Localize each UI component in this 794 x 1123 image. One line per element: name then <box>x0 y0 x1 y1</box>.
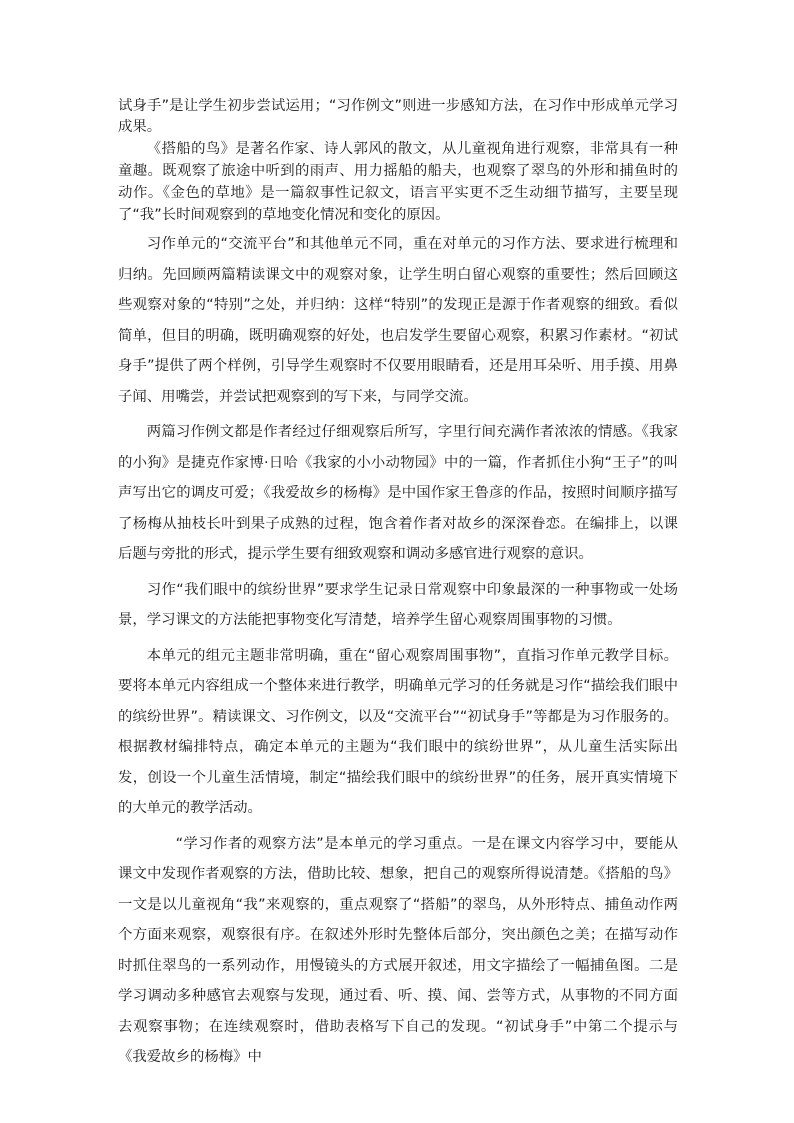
paragraph-6: 本单元的组元主题非常明确，重在“留心观察周围事物”，直指习作单元教学目标。要将本单元内容组成一个整体来进行教学，明确单元学习的任务就是习作“描绘我们眼中的缤纷世界”。精读课文、习作例文，以及“交流平台”“初试身手”等都是为习作服务的。根据教材编排特点，确定本单元的主题为“我们眼中的缤纷世界”，从儿童生活实际出发，创设一个儿童生活情境，制定“描绘我们眼中的缤纷世界”的任务，展开真实情境下的大单元的教学活动。 <box>118 647 678 816</box>
paragraph-5: 习作“我们眼中的缤纷世界”要求学生记录日常观察中印象最深的一种事物或一处场景，学习课文的方法能把事物变化写清楚，培养学生留心观察周围事物的习惯。 <box>118 581 678 628</box>
paragraph-7: “学习作者的观察方法”是本单元的学习重点。一是在课文内容学习中，要能从课文中发现作者观察的方法，借助比较、想象，把自己的观察所得说清楚。《搭船的鸟》一文是以儿童视角“我”来观察的，重点观察了“搭船”的翠鸟，从外形特点、捕鱼动作两个方面来观察，观察很有序。在叙述外形时先整体后部分，突出颜色之美；在描写动作时抓住翠鸟的一系列动作，用慢镜头的方式展开叙述，用文字描绘了一幅捕鱼图。二是学习调动多种感官去观察与发现，通过看、听、摸、闻、尝等方式，从事物的不同方面去观察事物；在连续观察时，借助表格写下自己的发现。“初试身手”中第二个提示与《我爱故乡的杨梅》中 <box>118 835 678 1065</box>
paragraph-3: 习作单元的“交流平台”和其他单元不同，重在对单元的习作方法、要求进行梳理和归纳。先回顾两篇精读课文中的观察对象，让学生明白留心观察的重要性；然后回顾这些观察对象的“特别”之处，并归纳：这样“特别”的发现正是源于作者观察的细致。看似简单，但目的明确，既明确观察的好处，也启发学生要留心观察，积累习作素材。“初试身手”提供了两个样例，引导学生观察时不仅要用眼睛看，还是用耳朵听、用手摸、用鼻子闻、用嘴尝，并尝试把观察到的写下来，与同学交流。 <box>118 236 678 405</box>
document-body <box>118 96 678 1073</box>
paragraph-2: 《搭船的鸟》是著名作家、诗人郭风的散文，从儿童视角进行观察，非常具有一种童趣。既观察了旅途中听到的雨声、用力摇船的船夫，也观察了翠鸟的外形和捕鱼时的动作。《金色的草地》是一篇叙事性记叙文，语言平实更不乏生动细节描写，主要呈现了“我”长时间观察到的草地变化情况和变化的原因。 <box>118 141 678 223</box>
paragraph-1: 试身手”是让学生初步尝试运用；“习作例文”则进一步感知方法，在习作中形成单元学习成果。 <box>118 98 678 135</box>
paragraph-4: 两篇习作例文都是作者经过仔细观察后所写，字里行间充满作者浓浓的情感。《我家的小狗》是捷克作家博·日哈《我家的小小动物园》中的一篇，作者抓住小狗“王子”的叫声写出它的调皮可爱；《我爱故乡的杨梅》是中国作家王鲁彦的作品，按照时间顺序描写了杨梅从抽枝长叶到果子成熟的过程，饱含着作者对故乡的深深眷恋。在编排上，以课后题与旁批的形式，提示学生要有细致观察和调动多感官进行观察的意识。 <box>118 424 678 562</box>
